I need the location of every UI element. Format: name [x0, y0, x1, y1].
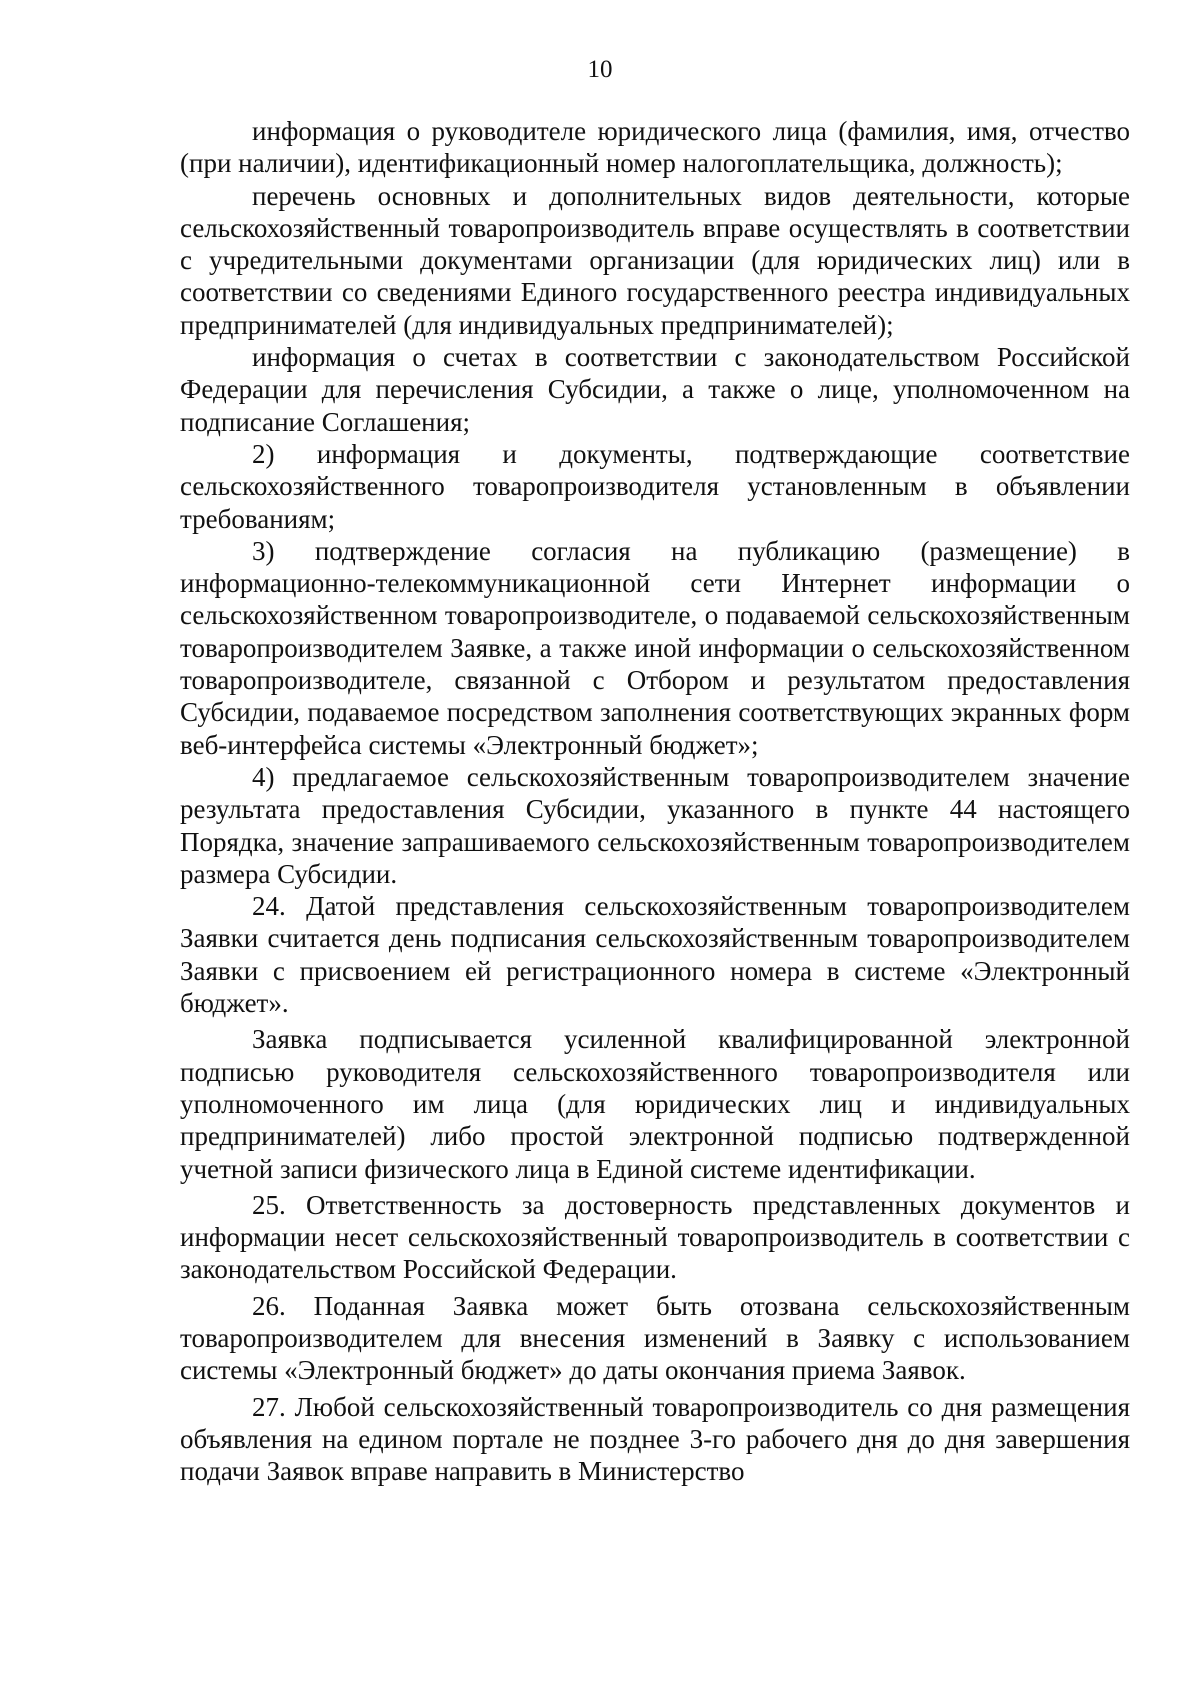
- paragraph-item-4: 4) предлагаемое сельскохозяйственным товаропроизводителем значение результата предоставления Субсидии, указанного в пункте 44 настоящего Порядка, значение запрашиваемого сельскохозяйственным товаропроизводителем размера Субсидии.: [180, 761, 1130, 889]
- paragraph-item-2: 2) информация и документы, подтверждающие соответствие сельскохозяйственного товаропроизводителя установленным в объявлении требованиям;: [180, 438, 1130, 534]
- paragraph-activities-list: перечень основных и дополнительных видов деятельности, которые сельскохозяйственный товаропроизводитель вправе осуществлять в соответствии с учредительными документами организации (для юридических лиц) или в соответствии со сведениями Единого государственного реестра индивидуальных предпринимателей (для индивидуальных предпринимателей);: [180, 180, 1130, 340]
- paragraph-clause-25: 25. Ответственность за достоверность представленных документов и информации несет сельскохозяйственный товаропроизводитель в соответствии с законодательством Российской Федерации.: [180, 1189, 1130, 1285]
- paragraph-head-info: информация о руководителе юридического лица (фамилия, имя, отчество (при наличии), идентификационный номер налогоплательщика, должность);: [180, 116, 1130, 179]
- page-number: 10: [587, 56, 613, 83]
- paragraph-bank-accounts: информация о счетах в соответствии с законодательством Российской Федерации для перечисления Субсидии, а также о лице, уполномоченном на подписание Соглашения;: [180, 342, 1130, 437]
- paragraph-item-3: 3) подтверждение согласия на публикацию (размещение) в информационно-телекоммуникационной сети Интернет информации о сельскохозяйственном товаропроизводителе, о подаваемой сельскохозяйственным товаропроизводителем Заявке, а также иной информации о сельскохозяйственном товаропроизводителе, связанной с Отбором и результатом предоставления Субсидии, подаваемое посредством заполнения соответствующих экранных форм веб-интерфейса системы «Электронный бюджет»;: [180, 535, 1130, 760]
- paragraph-clause-27: 27. Любой сельскохозяйственный товаропроизводитель со дня размещения объявления на едином портале не позднее 3-го рабочего дня до дня завершения подачи Заявок вправе направить в Министерство: [180, 1391, 1130, 1487]
- document-body: [180, 115, 1130, 1487]
- paragraph-clause-26: 26. Поданная Заявка может быть отозвана сельскохозяйственным товаропроизводителем для внесения изменений в Заявку с использованием системы «Электронный бюджет» до даты окончания приема Заявок.: [180, 1290, 1130, 1386]
- paragraph-clause-24: 24. Датой представления сельскохозяйственным товаропроизводителем Заявки считается день подписания сельскохозяйственным товаропроизводителем Заявки с присвоением ей регистрационного номера в системе «Электронный бюджет».: [180, 891, 1130, 1019]
- paragraph-signature: Заявка подписывается усиленной квалифицированной электронной подписью руководителя сельскохозяйственного товаропроизводителя или уполномоченного им лица (для юридических лиц и индивидуальных предпринимателей) либо простой электронной подписью подтвержденной учетной записи физического лица в Единой системе идентификации.: [180, 1024, 1130, 1184]
